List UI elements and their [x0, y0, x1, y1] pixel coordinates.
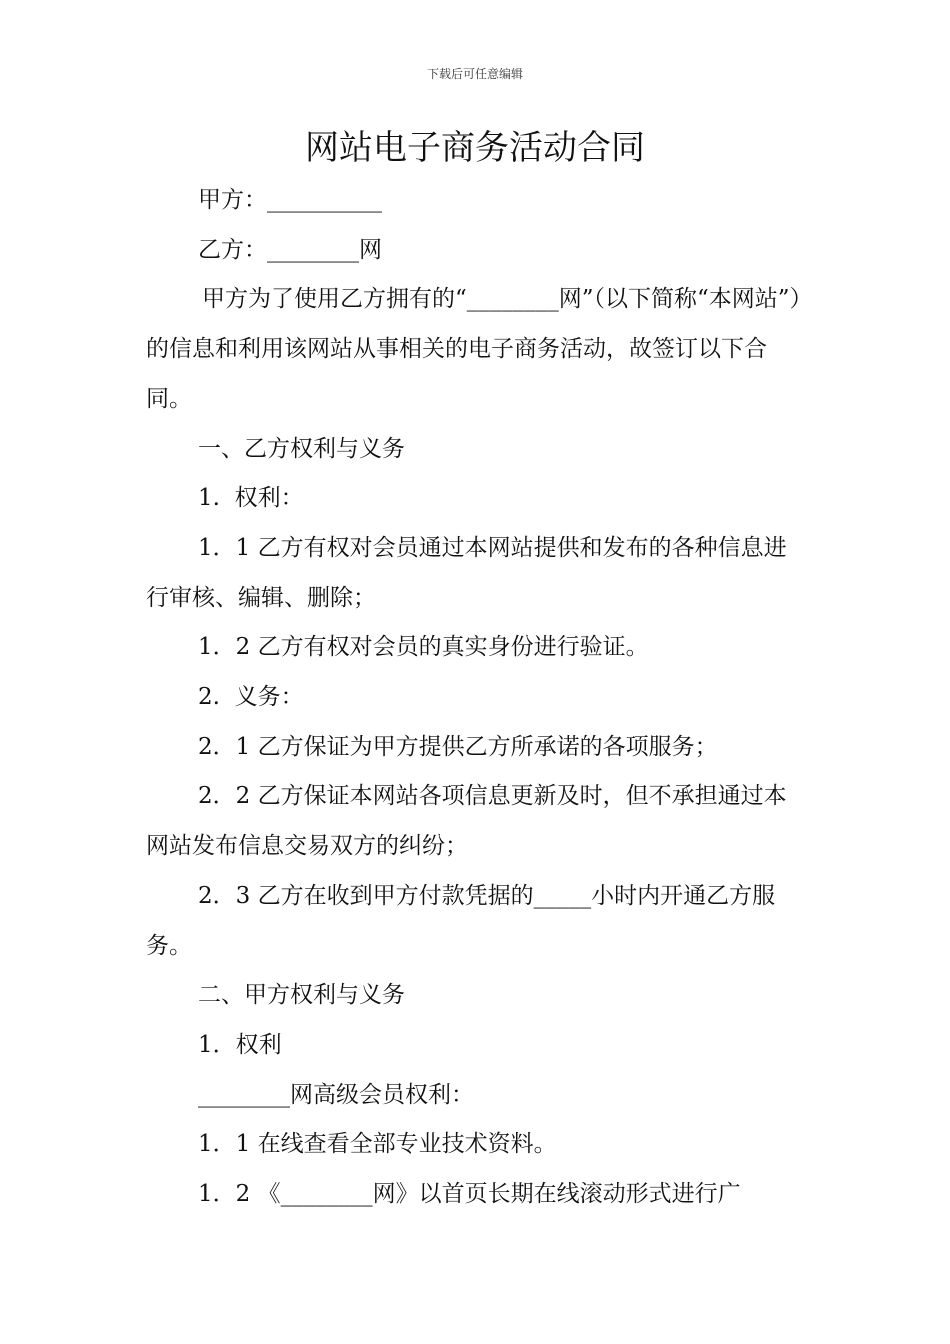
subheading-obligations: 2. 义务： — [198, 684, 304, 711]
clause-2-2: 2．2 乙方保证本网站各项信息更新及时，但不承担通过本网站发布信息交易双方的纠纷； — [146, 783, 787, 860]
subheading-rights: 1. 权利： — [198, 485, 304, 512]
premium-member-rights-heading: ________网高级会员权利： — [198, 1081, 474, 1108]
clause-2-3: 2．3 乙方在收到甲方付款凭据的_____小时内开通乙方服务。 — [146, 882, 776, 959]
page-header-note: 下载后可任意编辑 — [426, 67, 523, 81]
section-heading-party-b: 一、乙方权利与义务 — [198, 435, 405, 462]
section-heading-party-a: 二、甲方权利与义务 — [198, 982, 405, 1009]
preamble-paragraph: 甲方为了使用乙方拥有的“________网”（以下简称“本网站”）的信息和利用该网站从事相关的电子商务活动，故签订以下合同。 — [146, 286, 802, 412]
clause-2-1: 2．1 乙方保证为甲方提供乙方所承诺的各项服务； — [198, 733, 718, 760]
document-title: 网站电子商务活动合同 — [305, 128, 645, 168]
party-a-line: 甲方：__________ — [198, 187, 382, 213]
clause-1-1: 1．1 乙方有权对会员通过本网站提供和发布的各种信息进行审核、编辑、删除； — [146, 534, 787, 611]
party-a-clause-1-2: 1．2 《________网》以首页长期在线滚动形式进行广 — [198, 1181, 741, 1208]
clause-1-2: 1．2 乙方有权对会员的真实身份进行验证。 — [198, 634, 649, 661]
party-b-line: 乙方：________网 — [198, 236, 382, 263]
subheading-party-a-rights: 1．权利 — [198, 1031, 282, 1058]
contract-body — [146, 176, 808, 1220]
party-a-clause-1-1: 1．1 在线查看全部专业技术资料。 — [198, 1131, 557, 1158]
